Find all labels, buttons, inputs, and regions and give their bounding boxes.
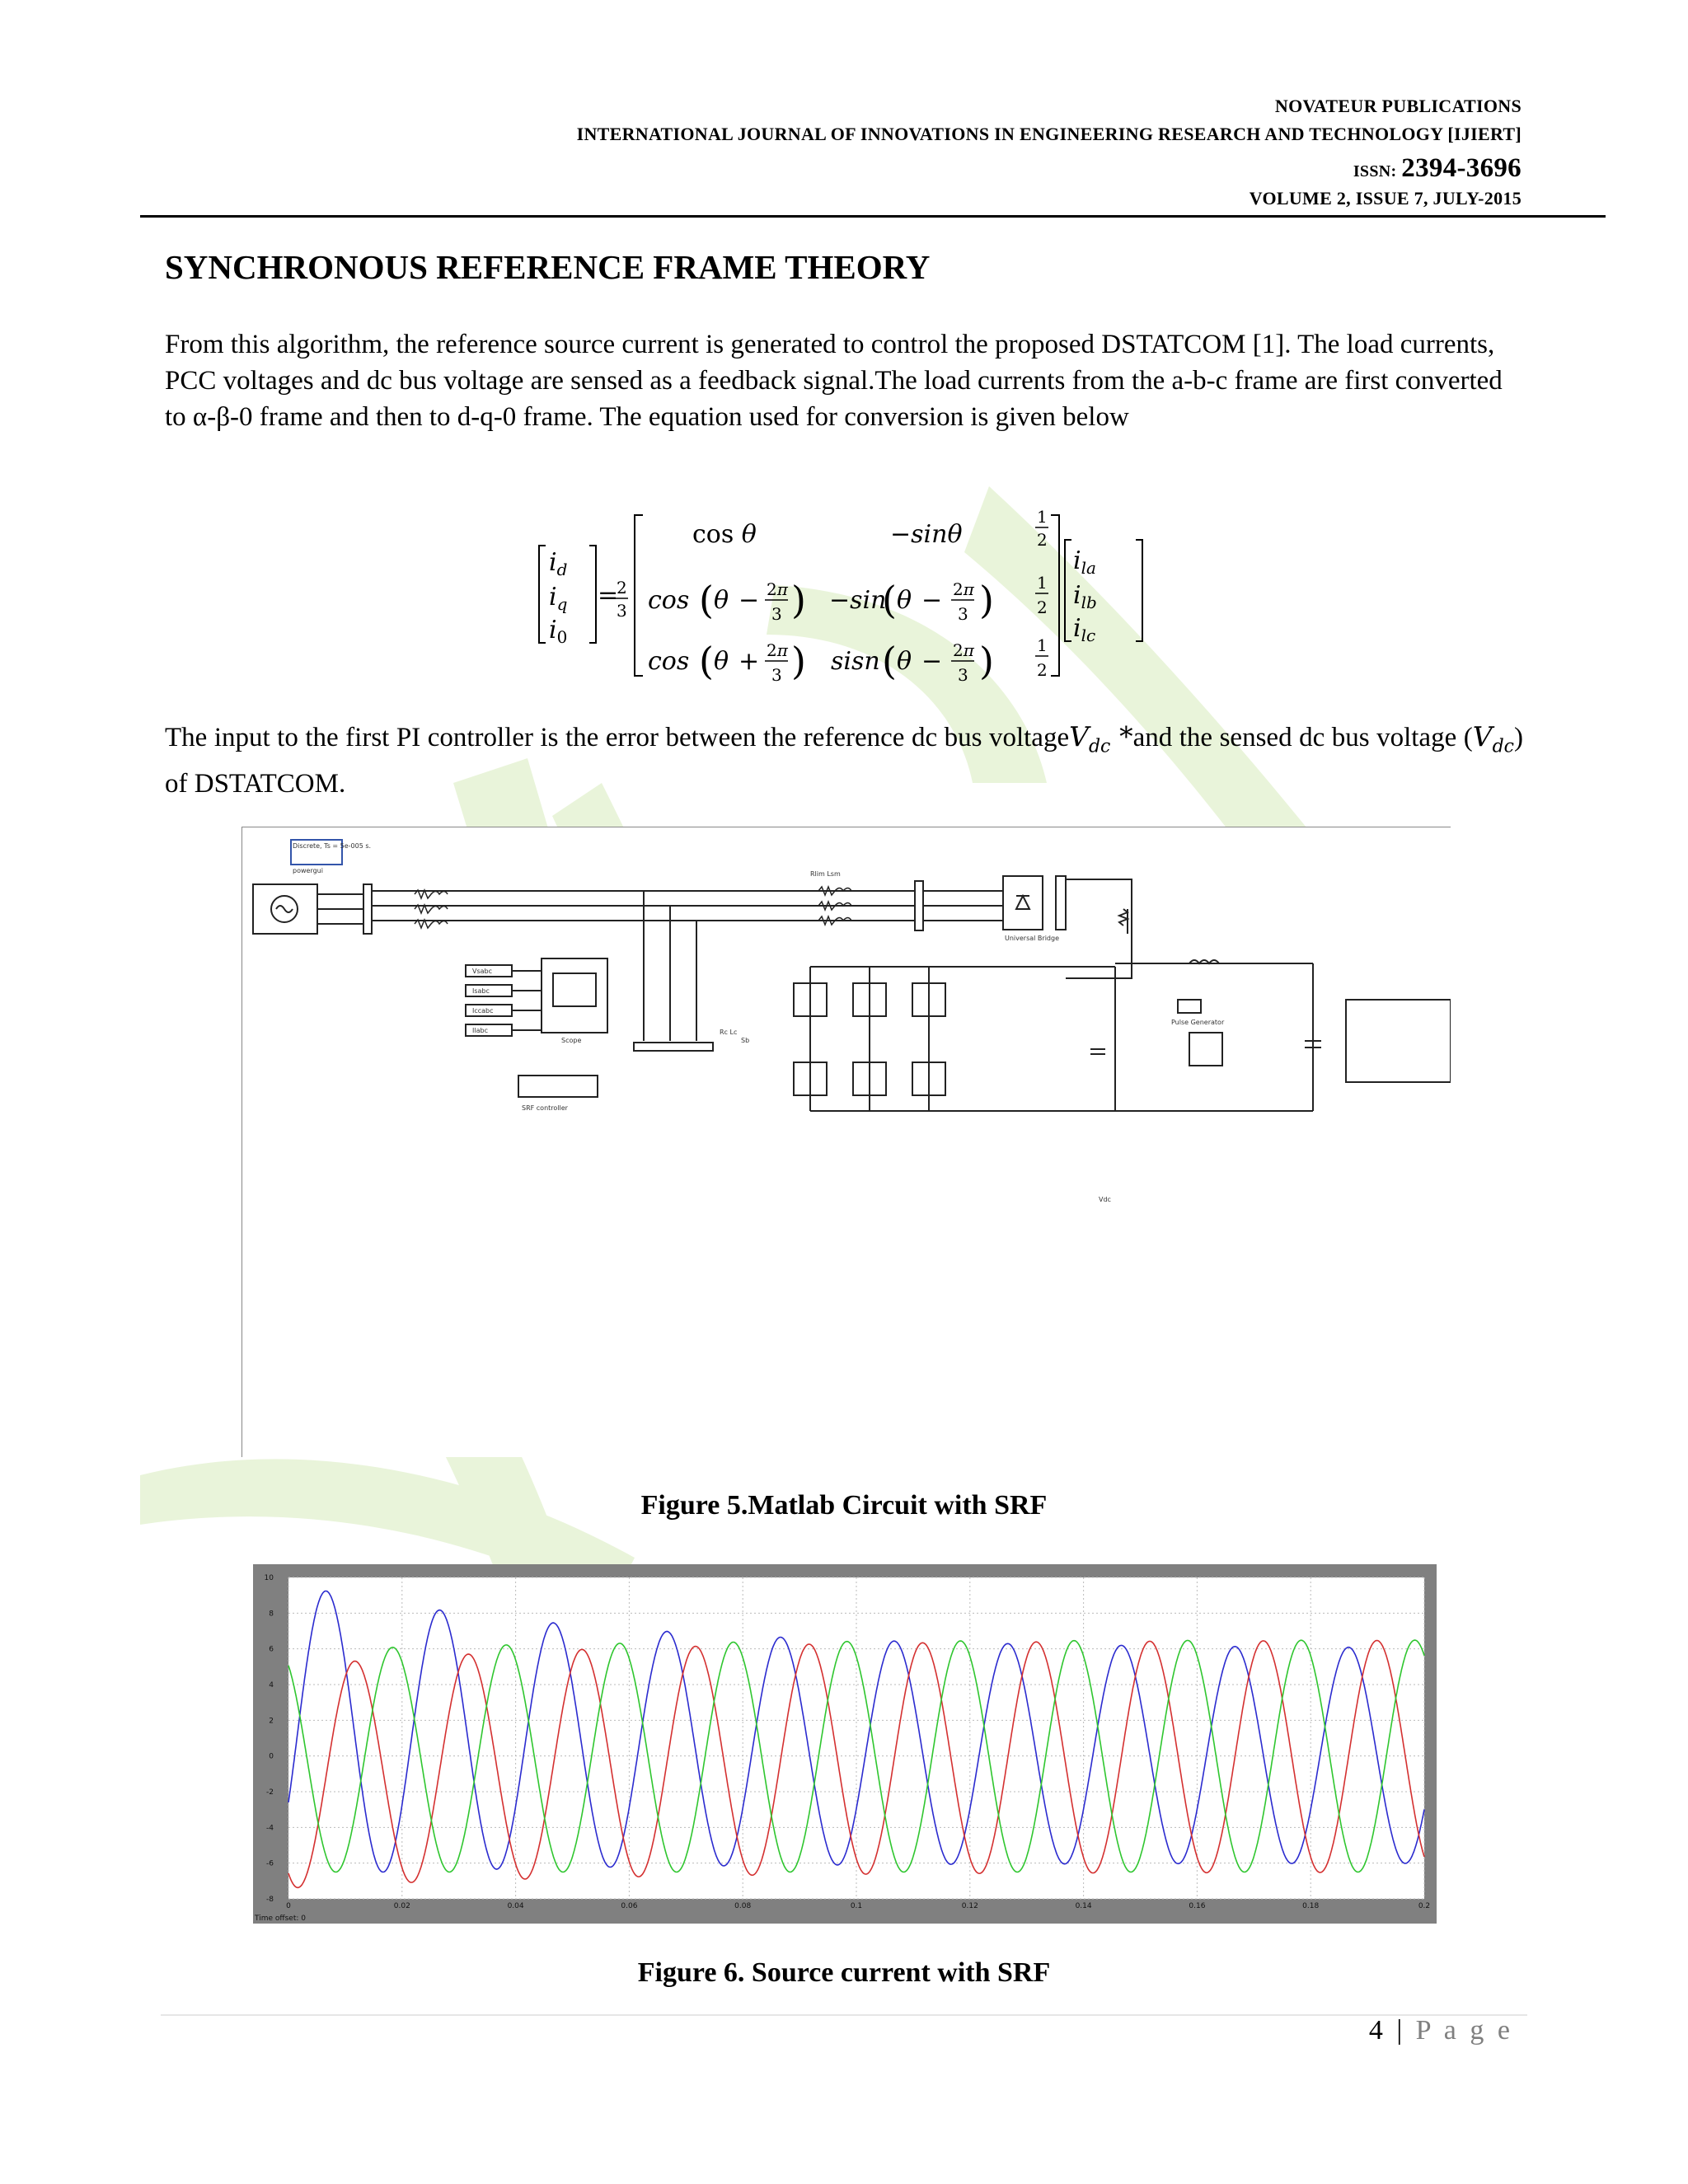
rl-load-label: Rlim Lsm [810, 870, 841, 878]
svg-text:3: 3 [958, 604, 968, 624]
svg-text:): ) [791, 578, 806, 622]
y-tick-label: 10 [264, 1574, 274, 1582]
svg-text:(: ( [882, 578, 897, 622]
svg-text:(: ( [699, 578, 714, 622]
footer-rule [161, 2014, 1527, 2016]
x-tick-label: 0.14 [1075, 1902, 1092, 1910]
x-tick-label: 0.06 [621, 1902, 638, 1910]
dq0-transform-equation [495, 503, 1170, 701]
section-title: SYNCHRONOUS REFERENCE FRAME THEORY [165, 248, 931, 286]
rl-lc-label: Rc Lc [720, 1029, 738, 1036]
vdc-symbol: $V_{dc}$ [1472, 720, 1514, 757]
y-tick-label: -8 [266, 1896, 274, 1904]
eq-r1c2: −sinθ [890, 520, 963, 549]
eq-equals: = [598, 581, 619, 610]
scope-label: Scope [561, 1037, 582, 1044]
svg-text:2: 2 [1037, 660, 1048, 680]
svg-text:+: + [738, 647, 760, 676]
x-tick-label: 0.12 [961, 1902, 978, 1910]
eq-r3c1: cos [648, 647, 690, 676]
svg-text:Vsabc: Vsabc [472, 968, 493, 975]
svg-text:Isabc: Isabc [472, 987, 490, 995]
svg-text:2π: 2π [767, 640, 788, 660]
eq-r1c3: 1 [1037, 507, 1048, 527]
time-offset-label: Time offset: 0 [255, 1915, 306, 1923]
svg-text:): ) [979, 639, 994, 683]
x-tick-label: 0.2 [1418, 1902, 1431, 1910]
issn-value: 2394-3696 [1401, 153, 1522, 183]
publisher-name: NOVATEUR PUBLICATIONS [1274, 96, 1522, 116]
eq-factor-num: 2 [617, 578, 627, 598]
x-tick-label: 0.18 [1302, 1902, 1320, 1910]
svg-text:2π: 2π [953, 579, 974, 599]
issn-line [1353, 153, 1522, 184]
svg-text:−: − [921, 586, 943, 615]
eq-iq: $i_q$ [549, 583, 568, 614]
svg-text:): ) [979, 578, 994, 622]
svg-text:θ: θ [897, 586, 912, 615]
intro-paragraph: From this algorithm, the reference source current is generated to control the proposed DSTATCOM [1]. The load currents, PCC voltages and dc bus voltage are sensed as a feedback signal.The load currents from the a-b-c frame are first converted to α-β-0 frame and then to d-q-0 frame. The equation used for conversion is given below [165, 330, 1503, 432]
bridge-label: Universal Bridge [1005, 935, 1060, 942]
source-current-plot [253, 1564, 1437, 1924]
page-number: 4 | P a g e [1368, 2015, 1513, 2046]
svg-text:2π: 2π [767, 579, 788, 599]
issn-label: ISSN: [1353, 162, 1397, 180]
y-tick-label: 6 [269, 1645, 274, 1654]
figure5-caption: Figure 5.Matlab Circuit with SRF [640, 1490, 1048, 1521]
svg-text:θ: θ [714, 647, 729, 676]
y-tick-label: 2 [269, 1717, 274, 1726]
eq-ila: $i_{la}$ [1073, 546, 1096, 578]
svg-text:3: 3 [958, 665, 968, 685]
eq-i0: $i_0$ [549, 616, 568, 647]
eq-r3c3: 1 [1037, 635, 1048, 655]
svg-text:): ) [791, 639, 806, 683]
svg-text:Ilabc: Ilabc [472, 1027, 488, 1034]
x-tick-label: 0.16 [1189, 1902, 1206, 1910]
eq-ilb: $i_{lb}$ [1073, 581, 1097, 612]
svg-text:θ: θ [714, 586, 729, 615]
y-tick-label: -2 [266, 1788, 274, 1797]
svg-text:2π: 2π [953, 640, 974, 660]
eq-r3c2: sisn [831, 647, 880, 676]
eq-r2c2: −sin [829, 586, 887, 615]
svg-text:θ: θ [897, 647, 912, 676]
svg-text:3: 3 [771, 604, 782, 624]
figure6-caption: Figure 6. Source current with SRF [637, 1957, 1051, 1988]
eq-id: $i_d$ [549, 548, 568, 579]
sb-label: Sb [741, 1037, 750, 1044]
pi-controller-paragraph: The input to the first PI controller is the error between the reference dc bus voltageV$_{dc}$ *and the sensed dc bus voltage $(V_{dc})$ of DSTATCOM. [165, 720, 1523, 799]
y-tick-label: -4 [266, 1824, 274, 1833]
pulse-label: Pulse Generator [1171, 1019, 1225, 1026]
powergui-label: Discrete, Ts = 5e-005 s. [293, 842, 372, 850]
svg-text:−: − [738, 586, 760, 615]
powergui-name: powergui [293, 867, 323, 874]
x-tick-label: 0.1 [850, 1902, 863, 1910]
x-tick-label: 0 [286, 1902, 291, 1910]
vdc-ref-symbol: $V_{dc}$ * [1069, 720, 1133, 757]
header-rule [140, 215, 1606, 218]
svg-text:2: 2 [1037, 530, 1048, 550]
journal-name: INTERNATIONAL JOURNAL OF INNOVATIONS IN ENGINEERING RESEARCH AND TECHNOLOGY [IJIERT] [576, 124, 1522, 144]
eq-r2c1: cos [648, 586, 690, 615]
svg-text:3: 3 [771, 665, 782, 685]
volume-info: VOLUME 2, ISSUE 7, JULY-2015 [1249, 188, 1522, 209]
eq-ilc: $i_{lc}$ [1073, 614, 1096, 645]
vdc-label: Vdc [1099, 1196, 1111, 1203]
y-tick-label: 0 [269, 1752, 274, 1761]
y-tick-label: 4 [269, 1681, 274, 1690]
x-tick-label: 0.04 [507, 1902, 524, 1910]
svg-text:(: ( [699, 639, 714, 683]
matlab-srf-circuit [241, 827, 1451, 1457]
svg-text:(: ( [882, 639, 897, 683]
eq-r1c1: cos θ [692, 520, 757, 549]
svg-text:Iccabc: Iccabc [472, 1007, 494, 1015]
y-tick-label: -6 [266, 1859, 274, 1868]
x-tick-label: 0.08 [734, 1902, 752, 1910]
svg-text:−: − [921, 647, 943, 676]
eq-factor-den: 3 [617, 601, 627, 621]
eq-r2c3: 1 [1037, 573, 1048, 593]
svg-text:2: 2 [1037, 598, 1048, 617]
x-tick-label: 0.02 [393, 1902, 410, 1910]
srf-label: SRF controller [522, 1104, 568, 1112]
y-tick-label: 8 [269, 1610, 274, 1619]
